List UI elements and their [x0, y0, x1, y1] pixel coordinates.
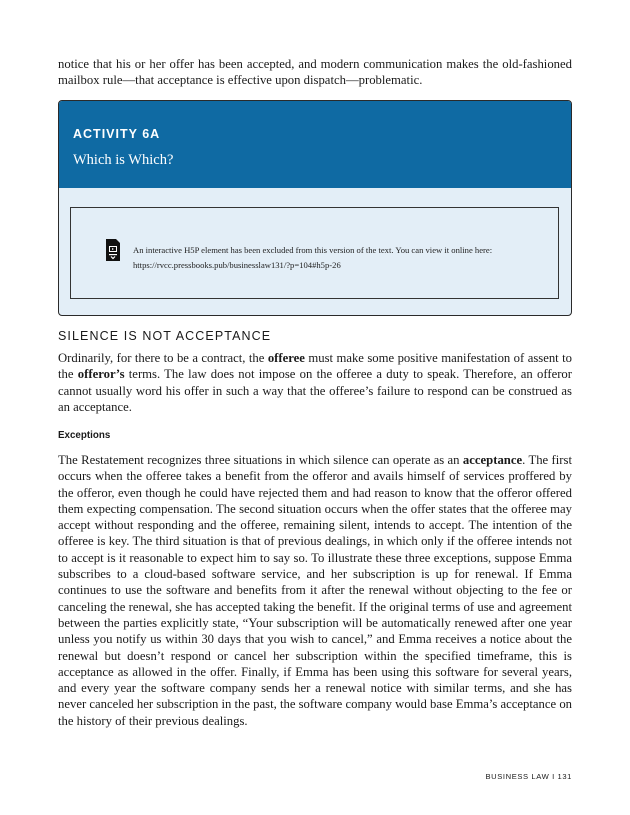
activity-label: ACTIVITY 6A	[73, 127, 161, 141]
section-paragraph-container	[58, 350, 572, 415]
activity-title: Which is Which?	[73, 152, 174, 168]
p2-text-a: The Restatement recognizes three situations in which silence can operate as an	[58, 453, 463, 467]
term-acceptance: acceptance	[462, 453, 523, 467]
activity-box	[58, 100, 572, 316]
h5p-embed-notice	[70, 207, 559, 299]
term-offerors: offeror’s	[77, 367, 125, 382]
exceptions-paragraph	[58, 452, 572, 729]
h5p-document-icon	[105, 238, 121, 262]
embed-text-line: An interactive H5P element has been excluded from this version of the text. You can view it online here:	[133, 245, 493, 255]
term-offeree: offeree	[267, 351, 305, 365]
section-heading: SILENCE IS NOT ACCEPTANCE	[58, 329, 272, 343]
intro-paragraph: notice that his or her offer has been accepted, and modern communication makes the old-fashioned mailbox rule—that acceptance is effective upon dispatch—problematic.	[58, 57, 572, 88]
p1-text-c: terms. The law does not impose on the offeree a duty to speak. Therefore, an offeror cannot usually word his offer in such a way that the offeree’s failure to respond can be construed as an acceptance.	[58, 367, 572, 414]
p1-text-b: must make some positive manifestation of assent to the	[58, 351, 572, 382]
p2-text-b: . The first occurs when the offeree takes a benefit from the offeror and avails himself of services proffered by the offeror, even though he could have rejected them and had reason to know that the offeror offered them expecting compensation. The second situation occurs when the offer states that the offeree may accept without responding and the offeree, remaining silent, intends to accept. The intention of the offeree is key. The third situation is that of previous dealings, in which only if the offeree intends not to accept is it reasonable to expect him to say so. To illustrate these three exceptions, suppose Emma subscribes to a cloud-based software service, and her subscription is up for renewal. If Emma continues to use the software and benefits from it after the renewal without objecting to the fee or canceling the renewal, she has accepted taking the benefit. If the original terms of use and agreement between the parties explicitly state, “Your subscription will be automatically renewed after one year unless you notify us within 30 days that you wish to cancel,” and Emma receives a notice about the renewal but doesn’t respond or cancel her subscription within the specified timeframe, this is acceptance as allowed in the offer. Finally, if Emma has been using this software for several years, and every year the software company sends her a renewal notice with similar terms, and she has never canceled her subscription in the past, the software company would base Emma’s acceptance on the history of their previous dealings.	[58, 453, 573, 728]
p1-text-a: Ordinarily, for there to be a contract, the	[58, 351, 268, 365]
intro-paragraph-container	[58, 56, 572, 89]
exceptions-paragraph-container	[58, 452, 572, 729]
embed-text	[133, 243, 543, 273]
section-paragraph	[58, 350, 572, 415]
activity-header	[59, 101, 571, 188]
exceptions-heading: Exceptions	[58, 430, 111, 441]
embed-link[interactable]: https://rvcc.pressbooks.pub/businesslaw131/?p=104#h5p-26	[133, 260, 341, 270]
page-footer: BUSINESS LAW I 131	[485, 772, 572, 781]
